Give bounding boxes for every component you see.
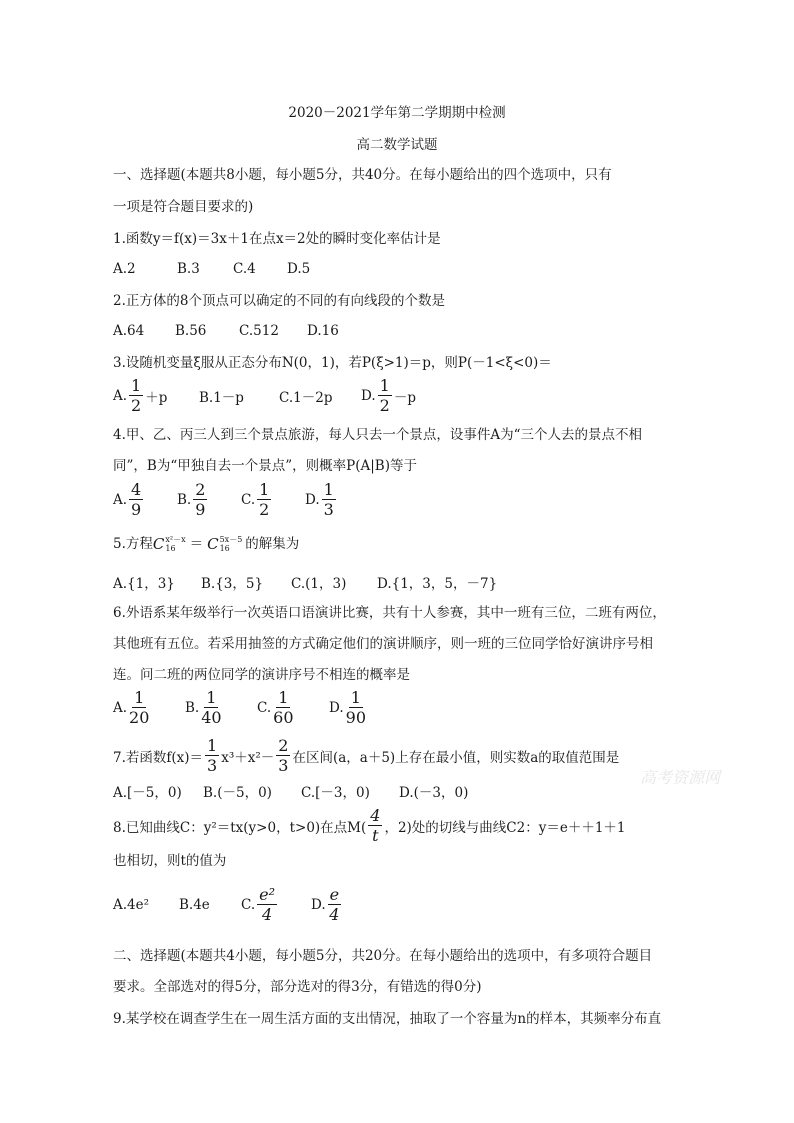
q2-option-b: B.56 [175,323,207,339]
q2-option-c: C.512 [239,323,279,339]
q5-option-a: A.{1，3} [113,576,175,592]
q5-option-c: C.(1，3) [291,576,347,592]
q8-fraction: $\frac{4}{t}$ [370,806,381,845]
q4-d-fraction: $\frac{1}{3}$ [323,480,334,519]
q5-option-b: B.{3，5} [201,576,264,592]
q8-stem: 8.已知曲线C：y²＝tx(y>0，t>0)在点M( $\frac{4}{t}$ ，2)处的切线与曲线C2：y＝e＋＋1＋1 [113,806,626,845]
q1-stem: 1.函数y＝f(x)＝3x＋1在点x＝2处的瞬时变化率估计是 [113,231,441,247]
q6-stem: 6.外语系某年级举行一次英语口语演讲比赛，共有十人参赛，其中一班有三位，二班有两位， [113,605,666,621]
watermark: 高考资源网 [640,768,721,787]
q3-a-fraction: $\frac{1}{2}$ [131,376,142,415]
q7-fraction-2: $\frac{2}{3}$ [278,736,289,775]
q4-option-b: B. $\frac{2}{9}$ [177,480,206,519]
q6-option-c: C. $\frac{1}{60}$ [257,688,294,727]
q6-c-fraction: $\frac{1}{60}$ [273,688,294,727]
q8-option-a: A.4e² [113,897,150,913]
q6-d-fraction: $\frac{1}{90}$ [345,688,366,727]
q6-option-a: A. $\frac{1}{20}$ [113,688,150,727]
q2-option-d: D.16 [307,323,339,339]
q6-stem-cont2: 连。问二班的两位同学的演讲序号不相连的概率是 [113,667,410,683]
q3-options [113,378,416,414]
q7-option-b: B.(－5，0) [203,785,272,801]
q2-stem: 2.正方体的8个顶点可以确定的不同的有向线段的个数是 [113,293,445,309]
q4-stem: 4.甲、乙、丙三人到三个景点旅游，每人只去一个景点，设事件A为“三个人去的景点不相 [113,427,643,443]
q1-option-b: B.3 [177,261,200,277]
q3-d-fraction: $\frac{1}{2}$ [379,376,390,415]
q2-options [113,323,339,339]
q6-b-fraction: $\frac{1}{40}$ [201,688,222,727]
q1-option-c: C.4 [233,261,256,277]
exam-title: 2020－2021学年第二学期期中检测 [288,105,506,121]
q4-option-c: C. $\frac{1}{2}$ [241,480,270,519]
q7-fraction-1: $\frac{1}{3}$ [207,736,218,775]
q8-stem-cont: 也相切，则t的值为 [113,853,227,869]
q5-option-d: D.{1，3，5，－7} [377,576,498,592]
q1-options [113,261,310,277]
section1-heading: 一、选择题(本题共8小题，每小题5分，共40分。在每小题给出的四个选项中，只有 [113,167,612,183]
q4-stem-cont: 同”，B为“甲独自去一个景点”，则概率P(A|B)等于 [113,458,417,474]
q4-b-fraction: $\frac{2}{9}$ [195,480,206,519]
q6-options [113,690,368,726]
q7-stem: 7.若函数f(x)＝ $\frac{1}{3}$ x³＋x²－ $\frac{2}{3}$ 在区间(a，a＋5)上存在最小值，则实数a的取值范围是 [113,736,620,775]
q4-option-a: A. $\frac{4}{9}$ [113,480,142,519]
q8-c-fraction: $\frac{\text{e²}}{4}$ [259,885,276,924]
q4-option-d: D. $\frac{1}{3}$ [305,480,334,519]
q1-option-d: D.5 [287,261,311,277]
q6-a-fraction: $\frac{1}{20}$ [129,688,150,727]
q5-options [113,572,497,592]
q6-stem-cont1: 其他班有五位。若采用抽签的方式确定他们的演讲顺序，则一班的三位同学恰好演讲序号相 [113,636,653,652]
q1-option-a: A.2 [113,261,136,277]
q2-option-a: A.64 [113,323,145,339]
q7-option-a: A.[－5，0) [113,785,182,801]
q5-stem: 5.方程 C x²－x 16 ＝ C 5x－5 16 的解集为 [113,535,300,553]
q7-option-c: C.[－3，0) [301,785,370,801]
q8-option-b: B.4e [179,897,210,913]
q9-stem: 9.某学校在调查学生在一周生活方面的支出情况，抽取了一个容量为n的样本，其频率分布直 [113,1011,662,1027]
q3-option-d: D. $\frac{1}{2}$ －p [361,376,416,415]
q4-c-fraction: $\frac{1}{2}$ [259,480,270,519]
q3-stem: 3.设随机变量ξ服从正态分布N(0，1)，若P(ξ>1)＝p，则P(－1<ξ<0)＝ [113,355,552,371]
q6-option-b: B. $\frac{1}{40}$ [185,688,222,727]
exam-subtitle: 高二数学试题 [356,137,438,153]
q5-combination-left: C x²－x 16 [152,535,186,553]
q3-option-b: B.1－p [199,390,244,406]
q6-option-d: D. $\frac{1}{90}$ [329,688,366,727]
q4-a-fraction: $\frac{4}{9}$ [131,480,142,519]
q5-combination-right: C 5x－5 16 [207,535,243,553]
q8-options [113,887,343,923]
q3-option-c: C.1－2p [279,390,333,406]
section2-heading: 二、选择题(本题共4小题，每小题5分，共20分。在每小题给出的选项中，有多项符合题目 [113,948,653,964]
q8-option-c: C. $\frac{\text{e²}}{4}$ [241,885,276,924]
q4-options [113,482,338,518]
q7-option-d: D.(－3，0) [399,785,469,801]
section2-heading-cont: 要求。全部选对的得5分，部分选对的得3分，有错选的得0分) [113,979,482,995]
q8-d-fraction: $\frac{e}{4}$ [329,885,340,924]
section1-heading-cont: 一项是符合题目要求的) [113,199,254,215]
q8-option-d: D. $\frac{e}{4}$ [311,885,340,924]
q7-options [113,781,468,801]
q3-option-a: A. $\frac{1}{2}$ ＋p [113,376,168,415]
